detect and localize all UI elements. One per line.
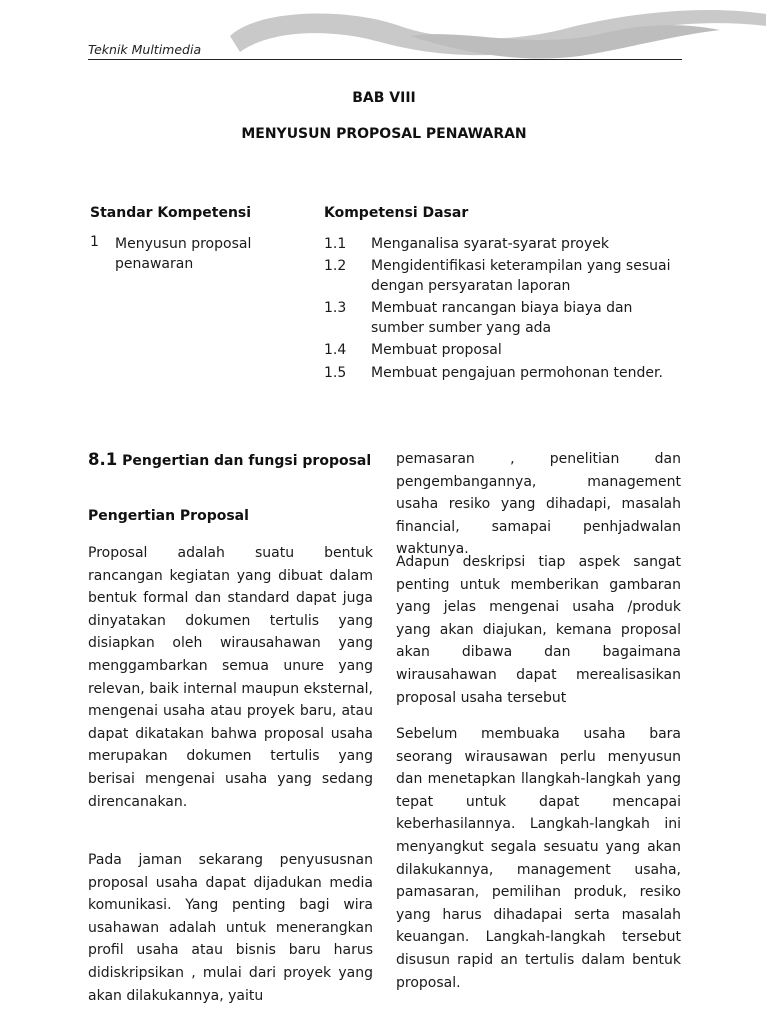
chapter-label: BAB VIII — [352, 90, 416, 106]
basic-item-text: Membuat pengajuan permohonan tender. — [371, 365, 663, 381]
body-paragraph: Adapun deskripsi tiap aspek sangat penting untuk memberikan gambaran yang jelas mengenai usaha /produk yang akan diajukan, kemana proposal akan dibawa dan bagaimana wirausahawan dapat merealisasikan proposal usaha tersebut — [396, 554, 681, 706]
section-heading — [88, 450, 371, 469]
basic-item-text: Mengidentifikasi keterampilan yang sesuai dengan persyaratan laporan — [371, 258, 671, 294]
subsection-heading: Pengertian Proposal — [88, 508, 249, 524]
section-number: 8.1 — [88, 450, 118, 469]
body-paragraph: pemasaran , penelitian dan pengembangannya, management usaha resiko yang dihadapi, masalah financial, samapai penhjadwalan waktunya. — [396, 451, 681, 558]
basic-item-number: 1.5 — [324, 365, 347, 381]
basic-item-text: Menganalisa syarat-syarat proyek — [371, 236, 609, 252]
body-paragraph: Pada jaman sekarang penyususnan proposal usaha dapat dijadukan media komunikasi. Yang penting bagi wira usahawan adalah untuk menerangkan profil usaha atau bisnis baru harus didiskripsikan , mulai dari proyek yang akan dilakukannya, yaitu — [88, 852, 373, 1004]
body-paragraph: Sebelum membuaka usaha bara seorang wirausawan perlu menyusun dan menetapkan llangkah-langkah yang tepat untuk dapat mencapai keberhasilannya. Langkah-langkah ini menyangkut segala sesuatu yang akan dilakukannya, management usaha, pamasaran, pemilihan produk, resiko yang harus dihadapai serta masalah keuangan. Langkah-langkah tersebut disusun rapid an tertulis dalam bentuk proposal. — [396, 726, 681, 991]
standard-item-text: Menyusun proposal penawaran — [115, 236, 252, 272]
basic-item-number: 1.2 — [324, 258, 347, 274]
section-title: Pengertian dan fungsi proposal — [122, 453, 372, 469]
basic-item-number: 1.4 — [324, 342, 347, 358]
body-paragraph: Proposal adalah suatu bentuk rancangan kegiatan yang dibuat dalam bentuk formal dan standard dapat juga dinyatakan dokumen tertulis yang disiapkan oleh wirausahawan yang menggambarkan semua unure yang relevan, baik internal maupun eksternal, mengenai usaha atau proyek baru, atau dapat dikatakan bahwa proposal usaha merupakan dokumen tertulis yang berisai mengenai usaha yang sedang direncanakan. — [88, 545, 373, 810]
basic-competency-heading: Kompetensi Dasar — [324, 205, 469, 221]
basic-item-text: Membuat proposal — [371, 342, 502, 358]
standard-competency-heading: Standar Kompetensi — [90, 205, 252, 221]
header-divider — [88, 59, 682, 60]
chapter-title: MENYUSUN PROPOSAL PENAWARAN — [241, 126, 527, 142]
standard-item-number: 1 — [90, 234, 99, 250]
basic-item-number: 1.1 — [324, 236, 347, 252]
basic-item-text: Membuat rancangan biaya biaya dan sumber sumber yang ada — [371, 300, 633, 336]
basic-item-number: 1.3 — [324, 300, 347, 316]
running-header-title: Teknik Multimedia — [88, 42, 202, 57]
